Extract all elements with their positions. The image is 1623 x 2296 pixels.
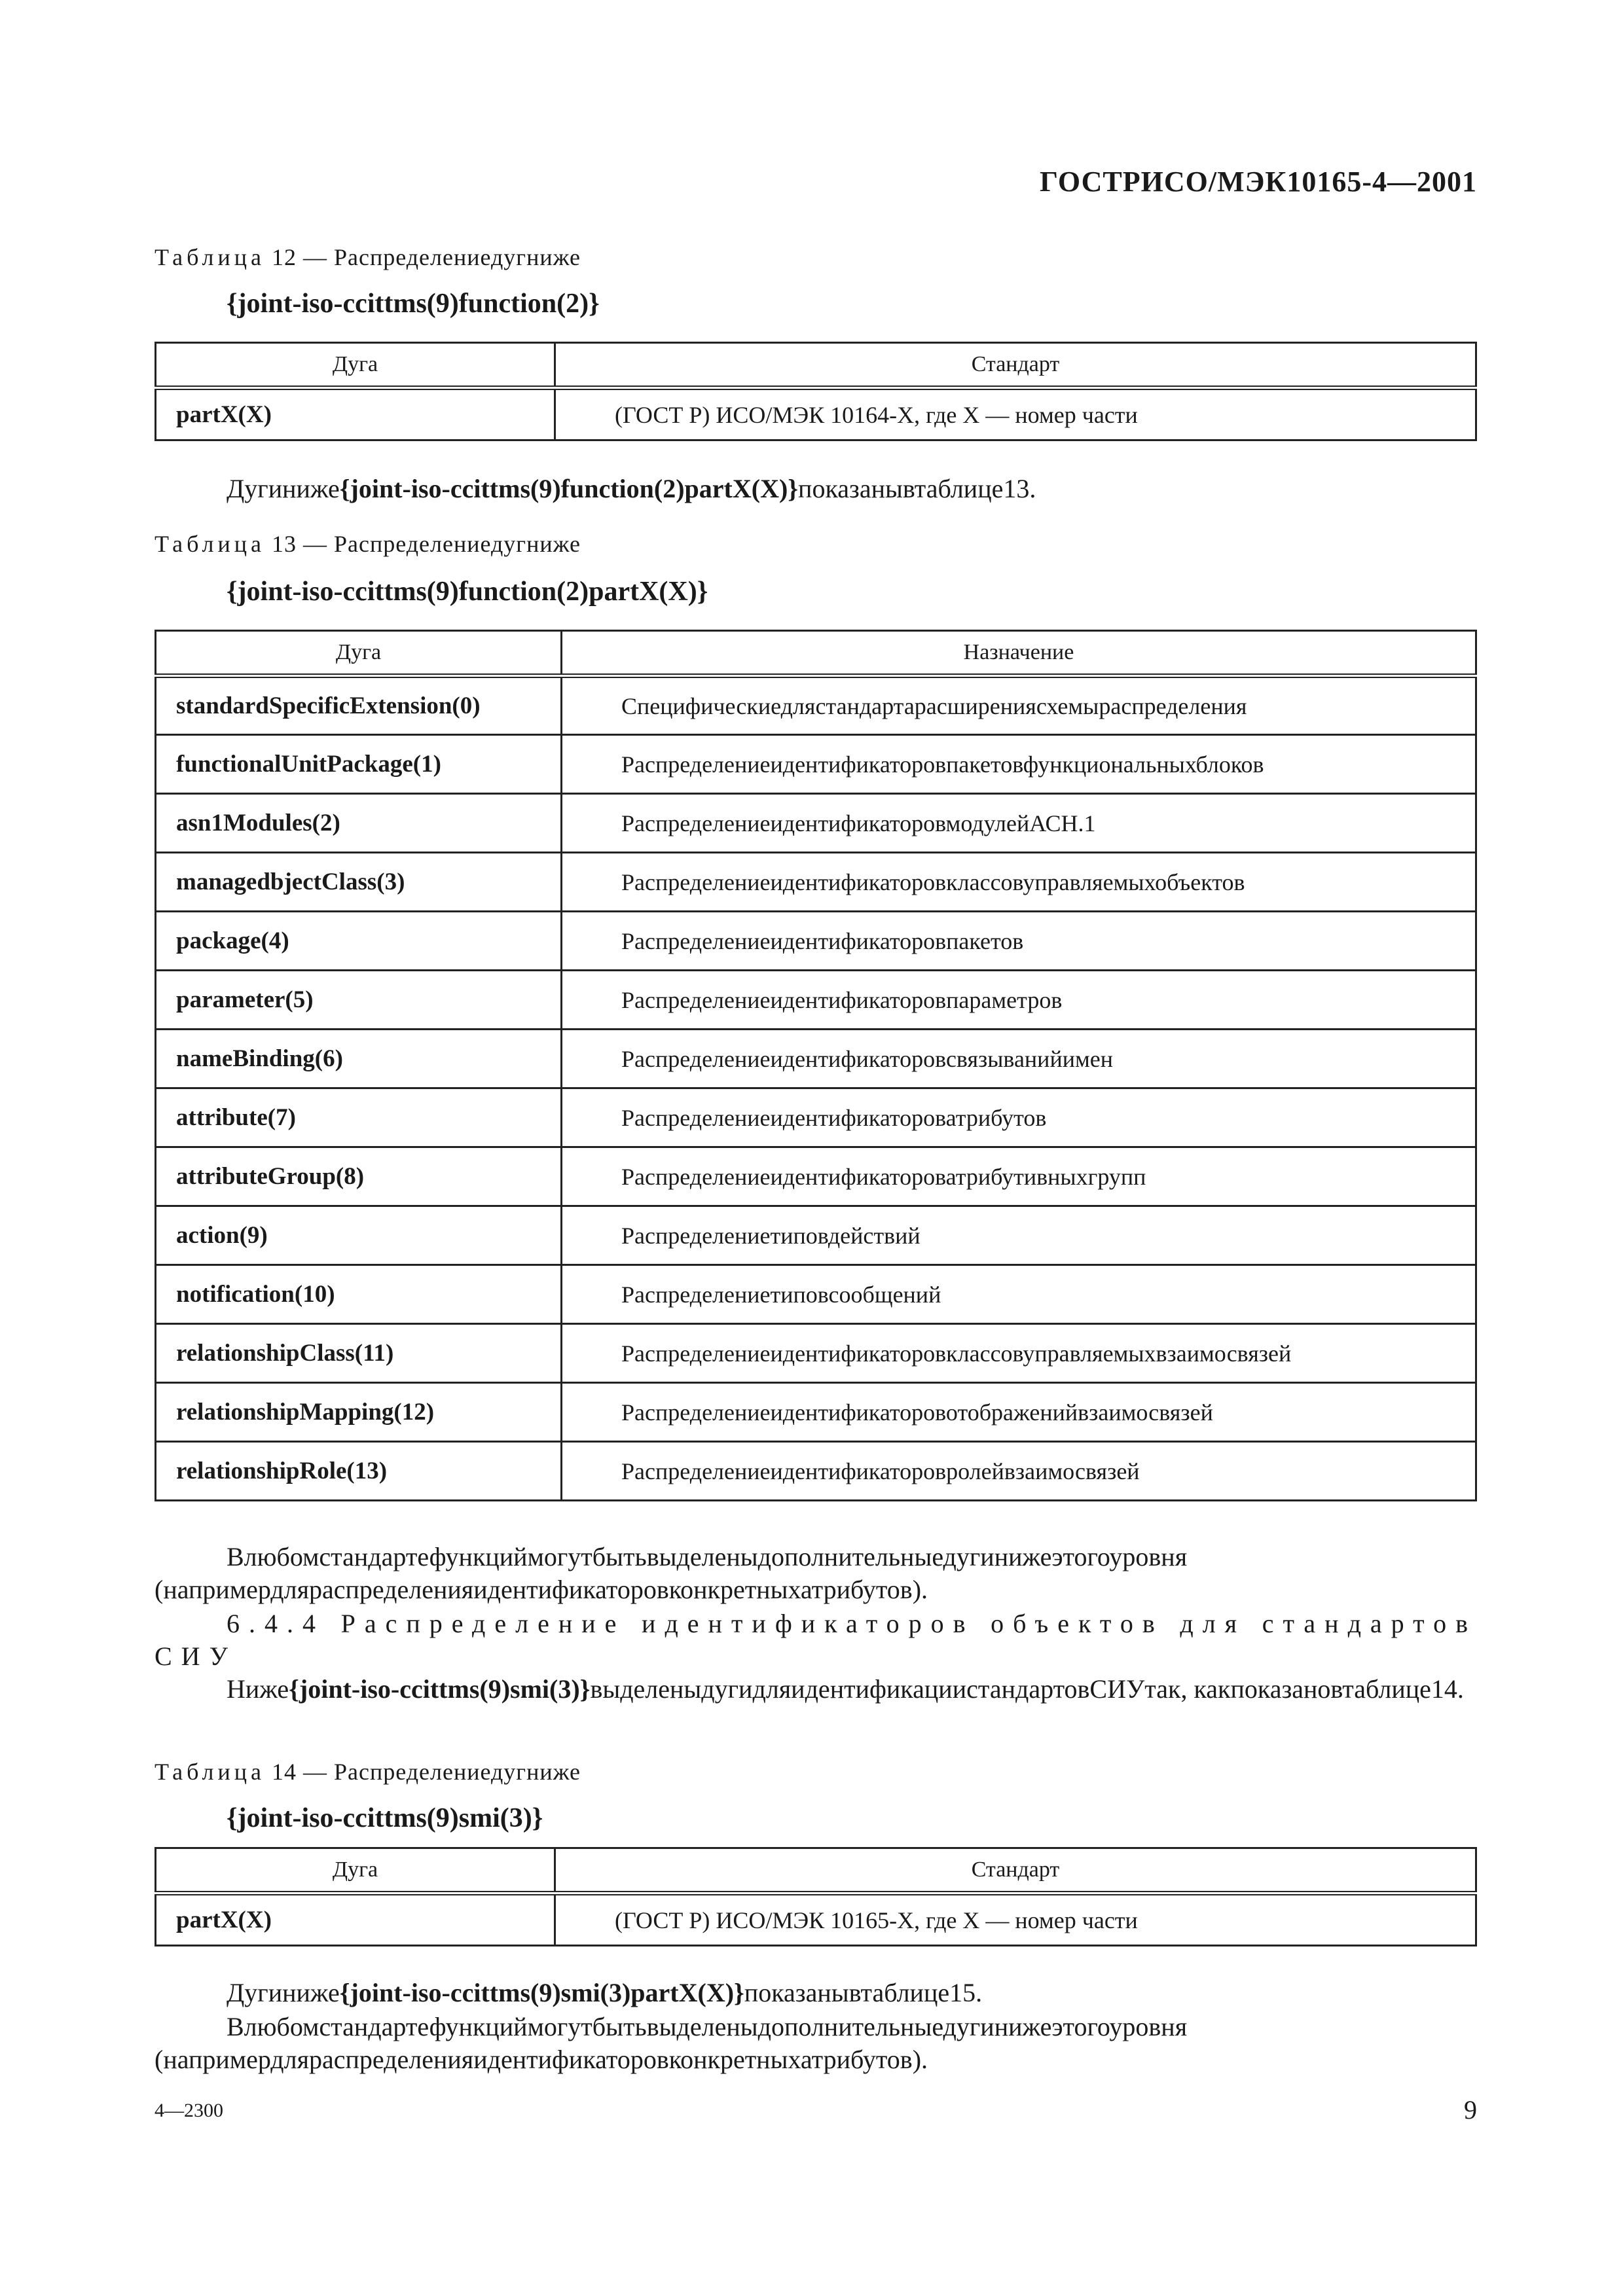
paragraph-table13-ref xyxy=(155,473,1477,505)
table-row xyxy=(156,735,1476,794)
table-row xyxy=(156,1893,1476,1946)
value-cell: Распределениеидентификаторовсвязыванийимен xyxy=(562,1030,1476,1088)
table-row xyxy=(156,1088,1476,1147)
document-code: ГОСТРИСО/МЭК10165-4—2001 xyxy=(1039,166,1477,198)
value-cell: Специфическиедлястандартарасширениясхемыраспределения xyxy=(562,676,1476,735)
arc-cell: package(4) xyxy=(156,912,562,971)
section-body-after: выделеныдугидляидентификациистандартовСИУтак, какпоказановтаблице14. xyxy=(590,1674,1464,1704)
para3-text-after: показанывтаблице15. xyxy=(744,1978,983,2007)
value-cell: Распределениетиповсообщений xyxy=(562,1265,1476,1324)
section-body-before: Ниже xyxy=(227,1674,289,1704)
table14 xyxy=(155,1847,1477,1946)
table-row xyxy=(156,1383,1476,1442)
table12-subtitle: {joint-iso-ccittms(9)function(2)} xyxy=(227,289,600,319)
arc-cell: attribute(7) xyxy=(156,1088,562,1147)
value-cell: Распределениеидентификаторовклассовуправляемыхобъектов xyxy=(562,853,1476,912)
table14-subtitle: {joint-iso-ccittms(9)smi(3)} xyxy=(227,1803,543,1833)
table-row xyxy=(156,1147,1476,1206)
arc-cell: action(9) xyxy=(156,1206,562,1265)
value-cell: Распределениеидентификаторовотображенийвзаимосвязей xyxy=(562,1383,1476,1442)
arc-cell: parameter(5) xyxy=(156,971,562,1030)
value-cell: Распределениеидентификаторовролейвзаимосвязей xyxy=(562,1442,1476,1501)
value-cell: Распределениеидентификатороватрибутов xyxy=(562,1088,1476,1147)
arc-cell: standardSpecificExtension(0) xyxy=(156,676,562,735)
table12-header-row xyxy=(156,343,1476,388)
para1-text-before: Дугиниже xyxy=(227,474,340,503)
table13-col-arc: Дуга xyxy=(156,631,562,676)
paragraph-additional-arcs: Влюбомстандартефункциймогутбытьвыделеныдополнительныедугинижеэтогоуровня (напримердляраспределенияидентификаторовконкретныхатрибутов). xyxy=(155,1542,1188,1604)
table13-col-purpose: Назначение xyxy=(562,631,1476,676)
value-cell: (ГОСТ Р) ИСО/МЭК 10164-X, где X — номер части xyxy=(555,388,1476,440)
table14-header-row xyxy=(156,1848,1476,1893)
table13-caption-word: Таблица xyxy=(155,531,265,557)
table-row xyxy=(156,1206,1476,1265)
table13-subtitle: {joint-iso-ccittms(9)function(2)partX(X)} xyxy=(227,577,708,607)
footer-code: 4—2300 xyxy=(155,2100,223,2121)
table13-caption xyxy=(155,530,581,558)
arc-cell: asn1Modules(2) xyxy=(156,794,562,853)
value-cell: Распределениеидентификаторовпакетовфункциональныхблоков xyxy=(562,735,1476,794)
table12-col-standard: Стандарт xyxy=(555,343,1476,388)
table13-caption-rest: 13 — Распределениедугниже xyxy=(271,531,581,557)
table14-caption-rest: 14 — Распределениедугниже xyxy=(271,1759,581,1785)
table14-col-arc: Дуга xyxy=(156,1848,555,1893)
table-row xyxy=(156,912,1476,971)
paragraph-additional-arcs-2: Влюбомстандартефункциймогутбытьвыделеныдополнительныедугинижеэтогоуровня (напримердляраспределенияидентификаторовконкретныхатрибутов). xyxy=(155,2012,1188,2074)
para3-arc-path: {joint-iso-ccittms(9)smi(3)partX(X)} xyxy=(339,1978,744,2007)
table-row xyxy=(156,1442,1476,1501)
page-number: 9 xyxy=(1464,2095,1477,2125)
value-cell: Распределениеидентификаторовпакетов xyxy=(562,912,1476,971)
para1-text-after: показанывтаблице13. xyxy=(798,474,1036,503)
arc-cell: functionalUnitPackage(1) xyxy=(156,735,562,794)
arc-cell: partX(X) xyxy=(156,388,555,440)
value-cell: Распределениеидентификатороватрибутивныхгрупп xyxy=(562,1147,1476,1206)
para1-arc-path: {joint-iso-ccittms(9)function(2)partX(X)} xyxy=(339,474,799,503)
arc-cell: nameBinding(6) xyxy=(156,1030,562,1088)
table13-header-row xyxy=(156,631,1476,676)
arc-cell: notification(10) xyxy=(156,1265,562,1324)
table-row xyxy=(156,388,1476,440)
value-cell: РаспределениеидентификаторовмодулейАСН.1 xyxy=(562,794,1476,853)
value-cell: Распределениетиповдействий xyxy=(562,1206,1476,1265)
table-row xyxy=(156,971,1476,1030)
table-row xyxy=(156,853,1476,912)
value-cell: Распределениеидентификаторовклассовуправляемыхвзаимосвязей xyxy=(562,1324,1476,1383)
arc-cell: relationshipClass(11) xyxy=(156,1324,562,1383)
table12-caption-word: Таблица xyxy=(155,244,265,270)
table12-caption xyxy=(155,243,581,271)
section-body xyxy=(155,1673,1477,1706)
value-cell: Распределениеидентификаторовпараметров xyxy=(562,971,1476,1030)
section-heading: 6.4.4 Распределение идентификаторов объектов для стандартов СИУ xyxy=(155,1609,1477,1671)
arc-cell: partX(X) xyxy=(156,1893,555,1946)
arc-cell: relationshipMapping(12) xyxy=(156,1383,562,1442)
section-arc-path: {joint-iso-ccittms(9)smi(3)} xyxy=(289,1674,591,1704)
table-row xyxy=(156,794,1476,853)
table14-col-standard: Стандарт xyxy=(555,1848,1476,1893)
table14-caption xyxy=(155,1758,581,1785)
table-row xyxy=(156,1265,1476,1324)
value-cell: (ГОСТ Р) ИСО/МЭК 10165-X, где X — номер части xyxy=(555,1893,1476,1946)
table12-caption-rest: 12 — Распределениедугниже xyxy=(271,244,581,270)
arc-cell: relationshipRole(13) xyxy=(156,1442,562,1501)
table12 xyxy=(155,342,1477,441)
table14-caption-word: Таблица xyxy=(155,1759,265,1785)
table13 xyxy=(155,630,1477,1501)
paragraph-table15-ref xyxy=(155,1977,1477,2009)
table-row xyxy=(156,1030,1476,1088)
arc-cell: attributeGroup(8) xyxy=(156,1147,562,1206)
table-row xyxy=(156,1324,1476,1383)
table-row xyxy=(156,676,1476,735)
table12-col-arc: Дуга xyxy=(156,343,555,388)
para3-text-before: Дугиниже xyxy=(227,1978,340,2007)
arc-cell: managedbjectClass(3) xyxy=(156,853,562,912)
